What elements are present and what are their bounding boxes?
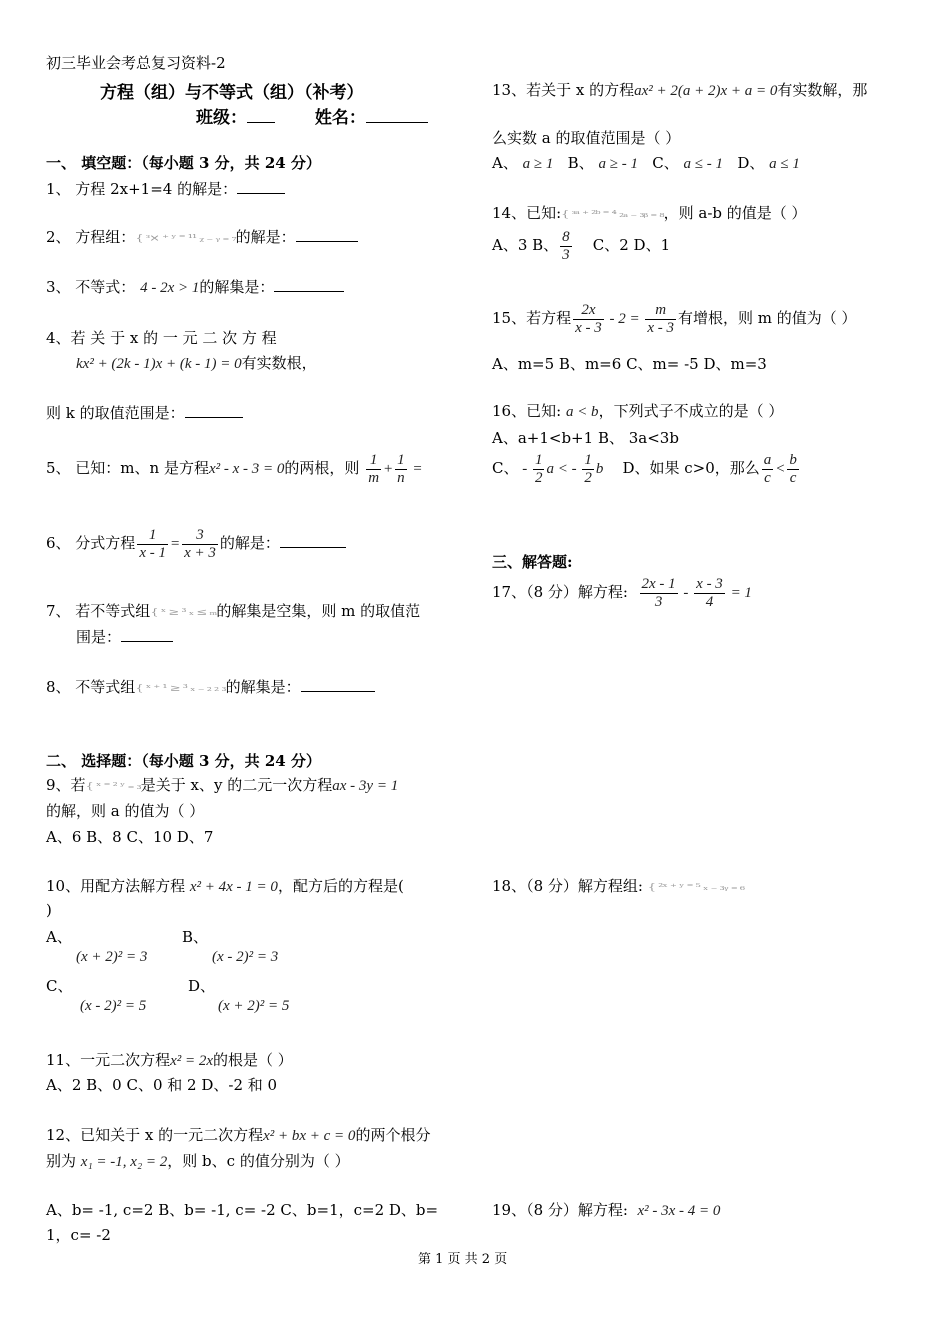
fraction-1-over-m: $\frac{1}{m}$ (368, 452, 380, 486)
answer-blank[interactable] (237, 178, 285, 194)
inequality-system-image: { ˣ ⁺ ¹ ≥ ³ ₓ ₋ ₂ ₂ ₃ (135, 682, 226, 694)
question-10-line2: ) (46, 901, 52, 919)
question-9-line2: 的解，则 a 的值为（ ） (46, 802, 205, 820)
section-2-heading: 二、 选择题：（每小题 3 分，共 24 分） (46, 752, 321, 770)
section-3-heading: 三、解答题: (492, 553, 573, 571)
question-13: 13、若关于 x 的方程ax² + 2(a + 2)x + a = 0有实数解，那 (492, 81, 868, 99)
question-13-line2: 么实数 a 的取值范围是（ ） (492, 129, 681, 147)
fraction-m-over-x-3: $\frac{m}{x - 3}$ (647, 302, 675, 336)
question-12-options[interactable]: A、b= -1, c=2 B、b= -1, c= -2 C、b=1，c=2 D、b= (46, 1201, 439, 1219)
page-footer: 第 1 页 共 2 页 (418, 1252, 508, 1267)
page-title: 方程（组）与不等式（组）（补考） (100, 83, 364, 103)
question-12-options-line2[interactable]: 1，c= -2 (46, 1226, 111, 1244)
answer-blank[interactable] (274, 276, 344, 292)
option-10-D[interactable]: D、 (x + 2)² = 5 (188, 977, 290, 1014)
question-16: 16、已知: a < b，下列式子不成立的是（ ） (492, 402, 784, 420)
question-3: 3、 不等式： 4 - 2x > 1的解集是： (46, 276, 344, 297)
solution-system-image: { ˣ ⁼ ² ʸ ₌ ₃ (85, 780, 141, 792)
fraction-8-3: $\frac{8}{3}$ (562, 229, 570, 263)
question-5: 5、 已知：m、n 是方程x² - x - 3 = 0的两根，则 $\frac{1}{m}$ + $\frac{1}{n}$ = (46, 452, 423, 486)
question-4-line3: 则 k 的取值范围是： (46, 402, 243, 423)
class-label: 班级： (196, 108, 247, 128)
answer-blank[interactable] (185, 402, 243, 418)
question-7-line2: 围是： (76, 626, 173, 647)
name-blank[interactable] (366, 105, 428, 123)
class-name-line (196, 103, 428, 128)
header: 初三毕业会考总复习资料-2 (46, 54, 226, 72)
question-8: 8、 不等式组{ ˣ ⁺ ¹ ≥ ³ ₓ ₋ ₂ ₂ ₃的解集是： (46, 676, 375, 697)
question-15: 15、若方程 $\frac{2x}{x - 3}$ - 2 = $\frac{m}{x - 3}$ 有增根，则 m 的值为（ ） (492, 302, 857, 336)
answer-blank[interactable] (296, 226, 358, 242)
equation-system-image: { ᵌᵃ ⁺ ²ᵇ ⁼ ⁴ ₂ₐ ₋ ₃ᵦ ₌ ₈ (561, 208, 664, 220)
answer-blank[interactable] (121, 626, 173, 642)
answer-blank[interactable] (280, 532, 346, 548)
question-14: 14、已知:{ ᵌᵃ ⁺ ²ᵇ ⁼ ⁴ ₂ₐ ₋ ₃ᵦ ₌ ₈，则 a-b 的值是（ ） (492, 204, 807, 222)
question-18: 18、（8 分）解方程组: { ²ˣ ⁺ ʸ ⁼ ⁵ ₓ ₋ ₃ᵧ ₌ ₆ (492, 877, 745, 895)
fraction-2x-over-x-3: $\frac{2x}{x - 3}$ (575, 302, 602, 336)
answer-blank[interactable] (301, 676, 375, 692)
fraction-lhs: $\frac{1}{x - 1}$ (139, 527, 166, 561)
question-12: 12、已知关于 x 的一元二次方程x² + bx + c = 0的两个根分 (46, 1126, 431, 1144)
question-16-options-AB[interactable]: A、a+1<b+1 B、 3a<3b (492, 429, 679, 447)
fraction-1-over-n: $\frac{1}{n}$ (397, 452, 405, 486)
inequality-system-image: { ˣ ≥ ³ ₓ ≤ ₘ (150, 606, 217, 618)
option-10-B[interactable]: B、 (x - 2)² = 3 (182, 928, 279, 965)
question-16-options-CD[interactable]: C、 - $\frac{1}{2}$ a < - $\frac{1}{2}$ b D、如果 c>0，那么 $\frac{a}{c}$ < $\frac{b}{c}$ (492, 452, 797, 486)
class-blank[interactable] (247, 105, 275, 123)
question-9-options[interactable]: A、6 B、8 C、10 D、7 (46, 828, 214, 846)
question-6: 6、 分式方程 $\frac{1}{x - 1}$ = $\frac{3}{x + 3}$ 的解是： (46, 527, 346, 561)
option-10-A[interactable]: A、 (x + 2)² = 3 (46, 928, 148, 965)
option-10-C[interactable]: C、 (x - 2)² = 5 (46, 977, 147, 1014)
question-7: 7、 若不等式组{ ˣ ≥ ³ ₓ ≤ ₘ的解集是空集，则 m 的取值范 (46, 602, 421, 620)
fraction-rhs: $\frac{3}{x + 3}$ (184, 527, 216, 561)
question-4-line1: 4、若 关 于 x 的 一 元 二 次 方 程 (46, 329, 277, 347)
question-17: 17、（8 分）解方程: $\frac{2x - 1}{3}$ - $\frac{x - 3}{4}$ = 1 (492, 576, 752, 610)
section-1-heading: 一、 填空题：（每小题 3 分，共 24 分） (46, 154, 321, 172)
question-1: 1、 方程 2x+1=4 的解是： (46, 178, 285, 199)
equation-system-image: { ²ˣ ⁺ ʸ ⁼ ⁵ ₓ ₋ ₃ᵧ ₌ ₆ (647, 881, 745, 893)
question-13-options[interactable]: A、 a ≥ 1 B、 a ≥ - 1 C、 a ≤ - 1 D、 a ≤ 1 (492, 154, 800, 172)
question-10: 10、用配方法解方程 x² + 4x - 1 = 0，配方后的方程是( (46, 877, 404, 895)
question-12-line2: 别为 x₁ = -1, x₂ = 2，则 b、c 的值分别为（ ） (46, 1152, 350, 1170)
name-label: 姓名： (314, 108, 366, 128)
question-11-options[interactable]: A、2 B、0 C、0 和 2 D、-2 和 0 (46, 1076, 278, 1094)
question-2: 2、 方程组：{ ᵌ× ⁺ ʸ ⁼ ¹¹ ᵪ ₋ ᵧ ₌ ₇的解是： (46, 226, 358, 247)
equation-system-image: { ᵌ× ⁺ ʸ ⁼ ¹¹ ᵪ ₋ ᵧ ₌ ₇ (135, 232, 236, 244)
question-9: 9、若{ ˣ ⁼ ² ʸ ₌ ₃是关于 x、y 的二元一次方程ax - 3y = 1 (46, 776, 399, 794)
question-19: 19、（8 分）解方程: x² - 3x - 4 = 0 (492, 1201, 721, 1219)
question-11: 11、一元二次方程x² = 2x的根是（ ） (46, 1051, 293, 1069)
question-15-options[interactable]: A、m=5 B、m=6 C、m= -5 D、m=3 (492, 355, 767, 373)
question-14-options[interactable]: A、3 B、 $\frac{8}{3}$ C、2 D、1 (492, 229, 671, 263)
question-4-line2: kx² + (2k - 1)x + (k - 1) = 0有实数根， (76, 354, 317, 372)
